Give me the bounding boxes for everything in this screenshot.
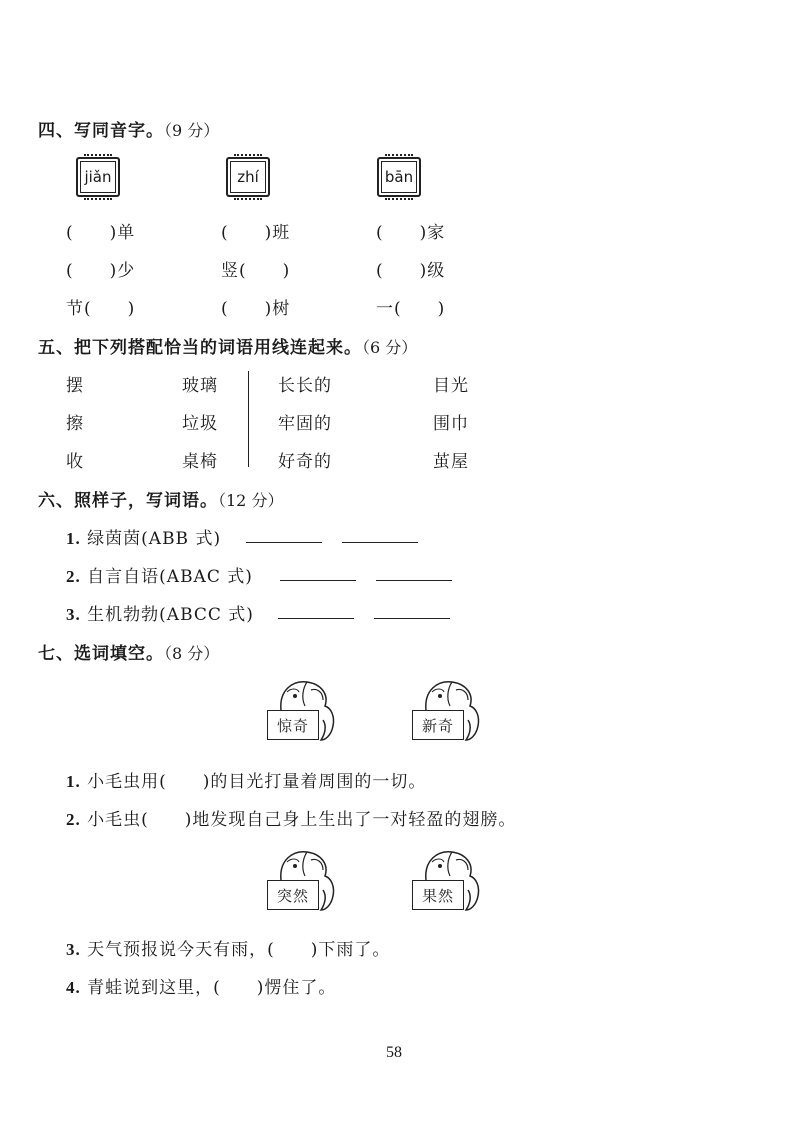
match-word: 好奇的 bbox=[278, 452, 332, 472]
answer-blank[interactable] bbox=[342, 542, 418, 543]
match-word: 玻璃 bbox=[182, 376, 218, 396]
fill-sentence: 4. 青蛙说到这里，( )愣住了。 bbox=[66, 978, 337, 998]
fill-item: ( )树 bbox=[221, 299, 291, 319]
pinyin-box-jian: jiǎn bbox=[76, 157, 120, 197]
elephant-sign-choice bbox=[267, 846, 339, 916]
match-word: 目光 bbox=[433, 376, 469, 396]
section-7-heading: 七、选词填空。（8 分） bbox=[38, 644, 220, 664]
fill-item: ( )单 bbox=[66, 223, 136, 243]
choice-word: 突然 bbox=[267, 880, 319, 910]
match-word: 茧屋 bbox=[433, 452, 469, 472]
fill-item: 一( ) bbox=[376, 299, 446, 319]
section-6-heading: 六、照样子，写词语。（12 分） bbox=[38, 491, 284, 511]
fill-item: ( )班 bbox=[221, 223, 291, 243]
answer-blank[interactable] bbox=[246, 542, 322, 543]
fill-item: ( )家 bbox=[376, 223, 446, 243]
fill-item: ( )少 bbox=[66, 261, 136, 281]
elephant-sign-choice bbox=[412, 676, 484, 746]
fill-sentence: 2. 小毛虫( )地发现自己身上生出了一对轻盈的翅膀。 bbox=[66, 810, 517, 830]
match-word: 牢固的 bbox=[278, 414, 332, 434]
elephant-sign-choice bbox=[267, 676, 339, 746]
match-word: 长长的 bbox=[278, 376, 332, 396]
fill-sentence: 3. 天气预报说今天有雨，( )下雨了。 bbox=[66, 940, 391, 960]
match-word: 摆 bbox=[66, 376, 84, 396]
elephant-sign-choice bbox=[412, 846, 484, 916]
pinyin-box-ban: bān bbox=[377, 157, 421, 197]
example-item: 2. 自言自语(ABAC 式) bbox=[66, 567, 253, 587]
example-item: 1. 绿茵茵(ABB 式) bbox=[66, 529, 222, 549]
fill-item: 竖( ) bbox=[221, 261, 291, 281]
example-item: 3. 生机勃勃(ABCC 式) bbox=[66, 605, 254, 625]
match-word: 桌椅 bbox=[182, 452, 218, 472]
answer-blank[interactable] bbox=[374, 618, 450, 619]
choice-word: 果然 bbox=[412, 880, 464, 910]
fill-item: 节( ) bbox=[66, 299, 136, 319]
match-word: 围巾 bbox=[433, 414, 469, 434]
answer-blank[interactable] bbox=[376, 580, 452, 581]
match-word: 擦 bbox=[66, 414, 84, 434]
section-4-heading: 四、写同音字。（9 分） bbox=[38, 121, 220, 141]
fill-sentence: 1. 小毛虫用( )的目光打量着周围的一切。 bbox=[66, 772, 427, 792]
match-word: 收 bbox=[66, 452, 84, 472]
divider-line bbox=[248, 371, 249, 467]
match-word: 垃圾 bbox=[182, 414, 218, 434]
page-number: 58 bbox=[386, 1044, 402, 1061]
fill-item: ( )级 bbox=[376, 261, 446, 281]
answer-blank[interactable] bbox=[280, 580, 356, 581]
answer-blank[interactable] bbox=[278, 618, 354, 619]
choice-word: 惊奇 bbox=[267, 710, 319, 740]
section-5-heading: 五、把下列搭配恰当的词语用线连起来。（6 分） bbox=[38, 338, 418, 358]
pinyin-box-zhi: zhí bbox=[226, 157, 270, 197]
choice-word: 新奇 bbox=[412, 710, 464, 740]
